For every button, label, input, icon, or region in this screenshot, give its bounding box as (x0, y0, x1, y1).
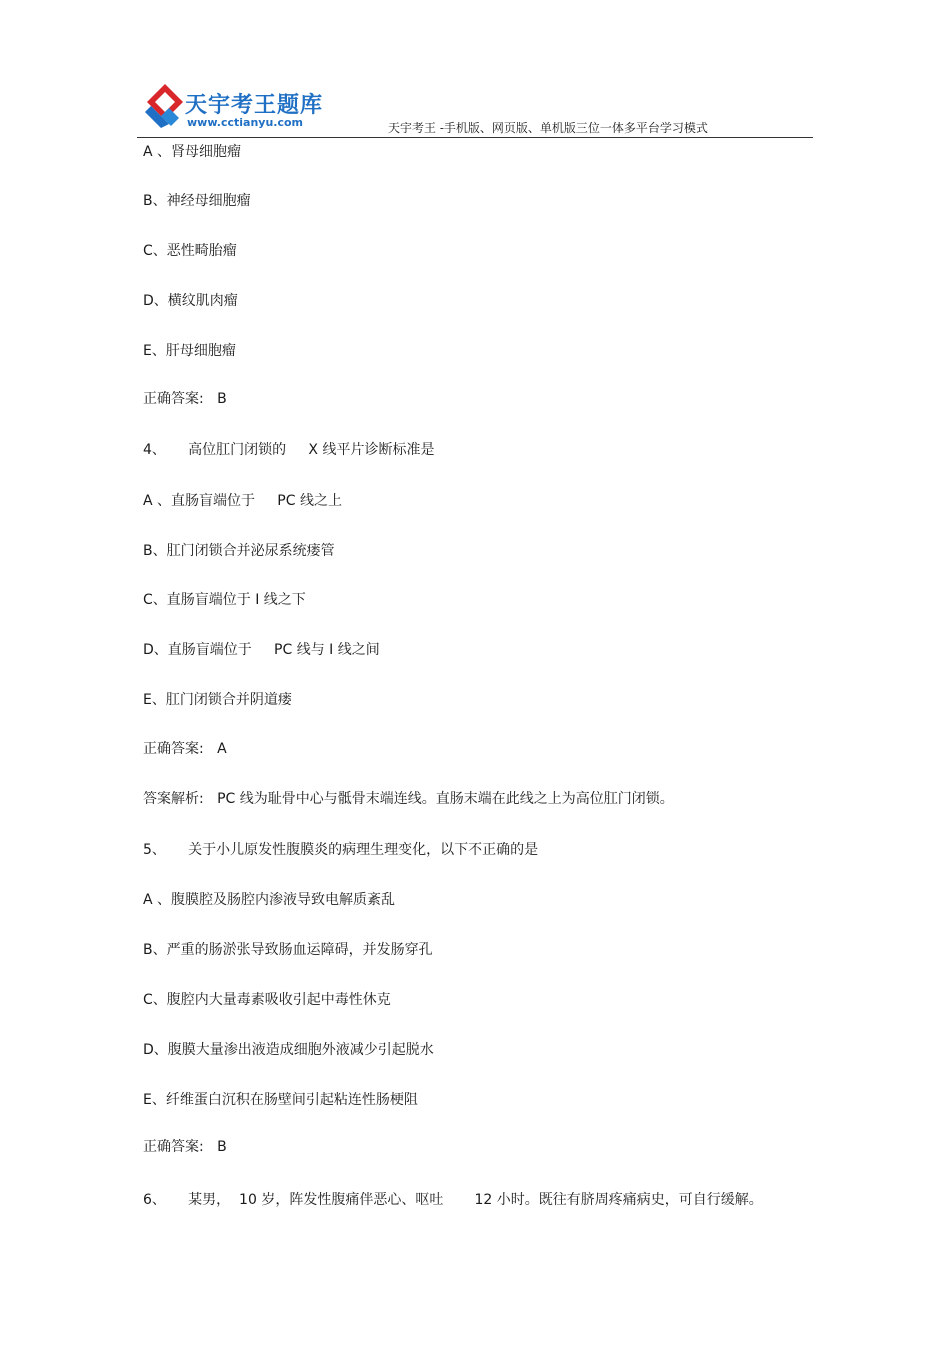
option-b-text: B、神经母细胞瘤 (143, 193, 251, 209)
logo (143, 82, 343, 134)
option-a-text: A 、肾母细胞瘤 (143, 144, 242, 160)
option-b-text: B、肛门闭锁合并泌尿系统瘘管 (143, 543, 335, 559)
option-d-text: D、直肠盲端位于 PC 线与 I 线之间 (143, 642, 380, 658)
option-e-text: E、肛门闭锁合并阴道瘘 (143, 692, 292, 708)
option-e-text: E、纤维蛋白沉积在肠壁间引起粘连性肠梗阻 (143, 1092, 418, 1108)
correct-answer: 正确答案: A (143, 741, 227, 757)
logo-icon (143, 82, 187, 130)
question-6: 6、 某男， 10 岁，阵发性腹痛伴恶心、呕吐 12 小时。既往有脐周疼痛病史，可自行缓解。 (143, 1192, 763, 1208)
option-d-text: D、横纹肌肉瘤 (143, 293, 238, 309)
correct-answer: 正确答案: B (143, 391, 227, 407)
question-4: 4、 高位肛门闭锁的 X 线平片诊断标准是 (143, 442, 435, 458)
logo-url: www.cctianyu.com (187, 116, 304, 129)
option-a-text: A 、直肠盲端位于 PC 线之上 (143, 493, 342, 509)
logo-title: 天宇考王题库 (185, 93, 324, 118)
answer-explanation: 答案解析: PC 线为耻骨中心与骶骨末端连线。直肠末端在此线之上为高位肛门闭锁。 (143, 791, 674, 807)
option-d-text: D、腹膜大量渗出液造成细胞外液减少引起脱水 (143, 1042, 434, 1058)
option-c-text: C、腹腔内大量毒素吸收引起中毒性休克 (143, 992, 391, 1008)
header-divider (137, 137, 813, 138)
option-e-text: E、肝母细胞瘤 (143, 343, 236, 359)
header-tagline: 天宇考王 -手机版、网页版、单机版三位一体多平台学习模式 (388, 121, 708, 135)
option-c-text: C、恶性畸胎瘤 (143, 243, 237, 259)
option-a-text: A 、腹膜腔及肠腔内渗液导致电解质紊乱 (143, 892, 396, 908)
option-c-text: C、直肠盲端位于 I 线之下 (143, 592, 306, 608)
option-b-text: B、严重的肠淤张导致肠血运障碍，并发肠穿孔 (143, 942, 433, 958)
page-header (0, 0, 950, 140)
correct-answer: 正确答案: B (143, 1139, 227, 1155)
question-5: 5、 关于小儿原发性腹膜炎的病理生理变化，以下不正确的是 (143, 842, 539, 858)
